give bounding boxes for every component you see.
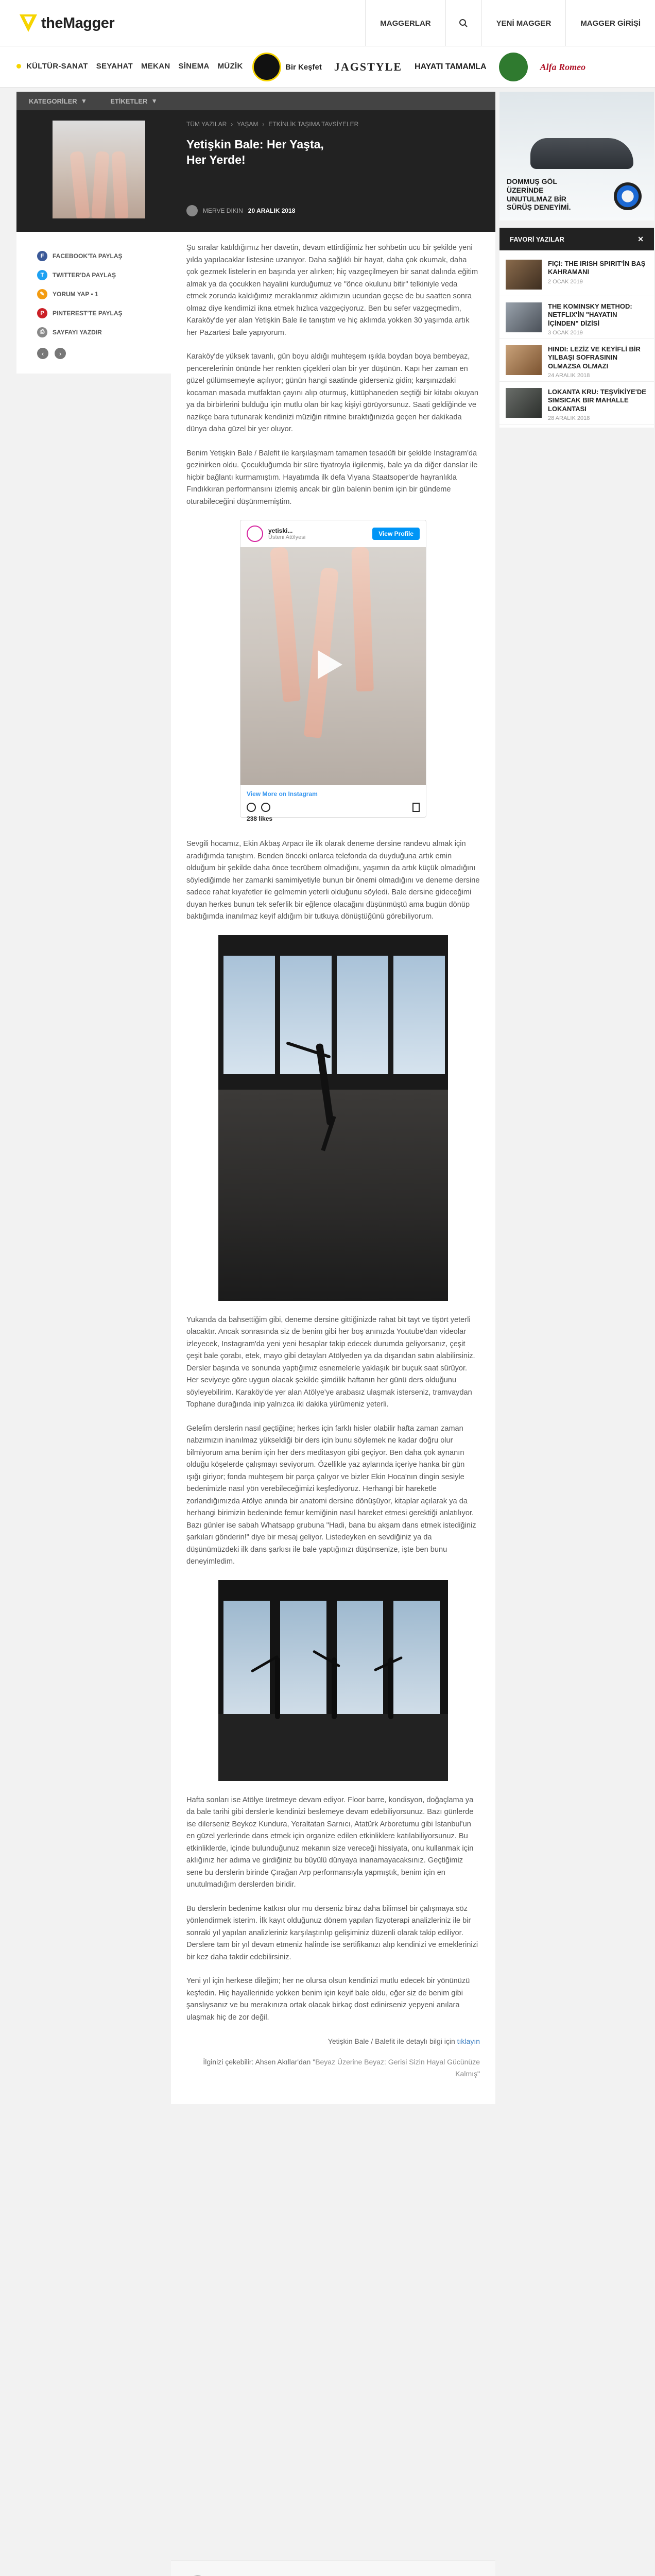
prev-arrow-icon[interactable]: ‹ — [37, 348, 48, 359]
view-profile-button[interactable]: View Profile — [372, 528, 420, 540]
instagram-username[interactable]: yetiski... — [268, 527, 293, 534]
article-paragraph: Karaköy'de yüksek tavanlı, gün boyu aldığı muhteşem ışıkla boydan boya bembeyaz, pencerelerinin önünde her renkten çiçekleri olan bir yer düşünün. Kapı her zaman en güzel gülümsemeyle açılıyor; günün hangi saatinde giderseniz gidin; karşınızdaki kocaman masada mutfaktan çayını alıp oturmuş, kütüphaneden seçtiği bir kitabı okuyan ya da birbirlerini bulduğu için mutlu olan bir kaç kişiyi görüyorsunuz. Saati geldiğinde ve nazikçe bara tutunarak kendinizi müziğin ritmine bıraktığınızda geçen her dakikada dünya daha güzel bir yer oluyor. — [186, 352, 479, 433]
brand-jagstyle[interactable]: JAGSTYLE — [334, 60, 403, 73]
nav-yeni-magger[interactable]: YENİ MAGGER — [481, 0, 566, 46]
breadcrumb-item[interactable]: YAŞAM — [237, 121, 258, 128]
print-page[interactable] — [37, 323, 150, 342]
related-line — [186, 2056, 480, 2080]
search-button[interactable] — [445, 0, 481, 46]
thumbnail — [506, 388, 542, 418]
filter-label: ETİKETLER — [110, 97, 148, 105]
close-icon[interactable]: ✕ — [637, 234, 644, 243]
search-icon — [459, 19, 468, 28]
list-item-date: 24 ARALIK 2018 — [548, 372, 590, 379]
breadcrumb-item[interactable]: ETKİNLİK TAŞIMA TAVSİYELER — [268, 121, 359, 128]
facebook-icon: F — [37, 251, 47, 261]
category-sinema[interactable]: SİNEMA — [178, 62, 210, 71]
article-paragraph: Yukarıda da bahsettiğim gibi, deneme dersine gittiğinizde rahat bit tayt ve tişört yeterli olacaktır. Ancak sonrasında siz de benim gibi her boş anınızda Youtube'dan videolar izleyecek, Instagram'da yeni yeni hesaplar takip edecek durumda geliyorsanız, çeşit çeşit bale çorabı, etek, mayo gibi detayları Atölyeden ya da dışarıdan satın alabilirsiniz. Dersler başında ve sonunda yaptığımız esnemelerle yaklaşık bir buçuk saat sürüyor. Her seviyeye göre uygun olacak şekilde şimdilik haftanın her günü ders olduğunu söyleyebilirim. Karaköy'de yer alan Atölye'ye arabasız ulaşmak isterseniz, tramvaydan Tophane durağında inip yalnızca iki dakika yürümeniz yeterli. — [186, 1315, 475, 1409]
comment-link[interactable] — [37, 284, 150, 303]
list-item-title: THE KOMINSKY METHOD: NETFLIX'İN "HAYATIN İÇİNDEN" DİZİSİ — [548, 302, 632, 327]
category-list — [16, 62, 251, 71]
category-kultur-sanat[interactable]: KÜLTÜR-SANAT — [26, 62, 88, 71]
bullet-icon — [16, 64, 21, 69]
related-text: İlginizi çekebilir: Ahsen Akıllar'dan " — [203, 2057, 316, 2066]
category-bar — [0, 46, 655, 88]
instagram-video[interactable] — [240, 547, 426, 785]
thumbnail — [506, 260, 542, 290]
view-more-link[interactable]: View More on Instagram — [247, 790, 318, 798]
brand-hayati-tamamla[interactable]: HAYATI TAMAMLA — [415, 62, 487, 71]
ballet-photo-1 — [218, 935, 448, 1301]
instagram-likes: 238 likes — [247, 815, 273, 822]
top-nav — [365, 0, 655, 46]
filter-kategoriler[interactable] — [16, 97, 98, 105]
related-text: " — [477, 2070, 480, 2078]
share-label: FACEBOOK'TA PAYLAŞ — [53, 252, 123, 260]
share-twitter[interactable] — [37, 265, 150, 284]
instagram-actions — [240, 803, 426, 812]
article-paragraph: Bu derslerin bedenime katkısı olur mu derseniz biraz daha bilimsel bir çalışmaya söz yönlendirmek isterim. İlk kayıt olduğunuz dönem yapılan fizyoterapi analizleriniz ile bir sonraki yıl yapılan analizleriniz karşılaştırılıp gelişiminiz düzenli olarak takip ediliyor. Derslere tam bir yıl devam etmeniz halinde ise sertifikanızı alıp kendinizi ve emeklerinizi bir kez daha takdir edebilirsiniz. — [186, 1904, 478, 1961]
share-facebook[interactable] — [37, 246, 150, 265]
article-paragraph: Yeni yıl için herkese dileğim; her ne olursa olsun kendinizi mutlu edecek bir yönünüzü keşfedin. Hiç hayallerinide yokken benim için keyif bale oldu, eğer siz de benim gibi şanslıysanız ve bu merakınıza ortak olacak birkaç dost edinirseniz yepyeni anılara ulaşmak hiç de zor değil. — [186, 1977, 470, 2022]
brand-strip — [252, 53, 585, 81]
contact-link[interactable]: tıklayın — [457, 2037, 480, 2045]
list-item-title: HINDI: LEZİZ VE KEYİFLİ BİR YILBAŞI SOFRASININ OLMAZSA OLMAZI — [548, 345, 641, 370]
share-label: TWITTER'DA PAYLAŞ — [53, 271, 116, 279]
avatar[interactable] — [186, 205, 198, 216]
category-muzik[interactable]: MÜZİK — [217, 62, 243, 71]
hero-image — [53, 121, 145, 218]
brand-logo-icon — [252, 53, 281, 81]
favorites-header — [499, 228, 654, 250]
category-mekan[interactable]: MEKAN — [141, 62, 170, 71]
chevron-down-icon: ▾ — [152, 97, 156, 105]
next-arrow-icon[interactable]: › — [55, 348, 66, 359]
share-panel — [16, 232, 171, 374]
article-paragraph: Şu sıralar katıldığımız her davetin, devam ettirdiğimiz her sohbetin ucu bir şekilde yeni yılda yapılacaklar listesine uzanıyor. Daha sağlıklı bir hayat, daha çok okumak, daha çok gezmek listelerin en başında yer alırken; hiç vazgeçilmeyen bir sanat dalında eğitim almak ya da çocukken hayalini kurduğumuz ve "önce okulunu bitir" telkiniyle veda etmek zorunda kaldığımız meraklarımız aklımızın ucundan geçse de bu saatten sonra olmaz diye kendimizi ikna etmek hızlıca vazgeçiyoruz. Ben bu sefer vazgeçmedim, Karaköy'de yer alan Yetişkin Bale ile tanıştım ve hiç aklımda yokken 30 yaşımda artık her Pazartesi bale yapıyorum. — [186, 244, 478, 337]
instagram-header — [240, 520, 426, 547]
breadcrumb: TÜM YAZILAR › YAŞAM › ETKİNLİK TAŞIMA TAVSİYELER — [186, 121, 359, 128]
brand-green-logo-icon[interactable] — [499, 53, 528, 81]
list-item[interactable] — [499, 253, 654, 296]
article-pager — [37, 348, 150, 359]
share-pinterest[interactable] — [37, 303, 150, 323]
related-article-link[interactable]: Beyaz Üzerine Beyaz: Gerisi Sizin Hayal Gücünüze Kalmış — [315, 2057, 480, 2078]
author-name[interactable]: MERVE DIKIN — [203, 207, 243, 214]
car-image — [530, 138, 633, 169]
heart-icon[interactable] — [247, 803, 256, 812]
contact-text: Yetişkin Bale / Balefit ile detaylı bilgi için — [328, 2037, 457, 2045]
page-title: Yetişkin Bale: Her Yaşta, Her Yerde! — [186, 138, 324, 166]
article-body — [171, 232, 495, 2104]
bmw-logo-icon — [614, 182, 642, 210]
filter-strip — [16, 92, 495, 110]
instagram-avatar[interactable] — [247, 526, 263, 542]
brand-alfa-romeo[interactable]: Alfa Romeo — [540, 61, 586, 72]
instagram-location: Üsteni Atölyesi — [268, 534, 306, 540]
list-item[interactable] — [499, 296, 654, 339]
pinterest-icon: P — [37, 308, 47, 318]
list-item[interactable] — [499, 339, 654, 382]
article-hero — [16, 110, 495, 232]
ad-text: DOMMUŞ GÖL ÜZERİNDE UNUTULMAZ BİR SÜRÜŞ DENEYİMİ. — [507, 177, 571, 212]
share-label: SAYFAYI YAZDIR — [53, 328, 102, 336]
nav-maggerlar[interactable]: MAGGERLAR — [365, 0, 445, 46]
favorites-list — [499, 250, 654, 428]
list-item-date: 28 ARALIK 2018 — [548, 415, 590, 421]
logo[interactable] — [20, 14, 114, 32]
twitter-icon: T — [37, 270, 47, 280]
list-item-date: 3 OCAK 2019 — [548, 329, 583, 336]
filter-label: KATEGORİLER — [29, 97, 77, 105]
list-item-title: LOKANTA KRU: TEŞVİKİYE'DE SIMSICAK BIR MAHALLE LOKANTASI — [548, 388, 646, 413]
article-paragraph: Hafta sonları ise Atölye üretmeye devam ediyor. Floor barre, kondisyon, doğaçlama ya da bale tarihi gibi derslerle kendinizi beslemeye devam edebiliyorsunuz. Bazı günlerde ise dilerseniz Beykoz Kundura, Yeraltatan Sarnıcı, Atatürk Arboretumu gibi İstanbul'un en güzel yerlerinde dans etmek için organize edilen etkinliklere katılabiliyorsunuz. Bu etkinliklerde, içinde bulunduğunuz mekanın size vereceği hissiyata, onu kullanmak için aklığınız her adıma ve girdiğiniz bu büyülü dünyaya inanamayacaksınız. Geçtiğimiz sene bu derslerin birinde Çırağan Arp performansıyla yapmıştık, benim için en unutulmadığım derslerden biridir. — [186, 1795, 474, 1889]
brand-link-1[interactable] — [252, 53, 322, 81]
category-seyahat[interactable]: SEYAHAT — [96, 62, 133, 71]
logo-icon — [20, 14, 37, 32]
list-item-title: FIÇI: THE IRISH SPIRIT'İN BAŞ KAHRAMANI — [548, 260, 646, 276]
list-item-date: 2 OCAK 2019 — [548, 278, 583, 285]
sidebar-ad[interactable] — [499, 92, 654, 221]
share-label: PINTEREST'TE PAYLAŞ — [53, 309, 123, 317]
print-icon: ⎙ — [37, 327, 47, 337]
list-item[interactable] — [499, 382, 654, 425]
bookmark-icon[interactable] — [412, 803, 420, 812]
brand-name: Bir Keşfet — [285, 62, 322, 72]
favorites-title: FAVORİ YAZILAR — [510, 235, 564, 243]
article-paragraph: Geleli̇m derslerin nasıl geçtiğine; herkes için farklı hisler olabilir hafta zaman zaman nabzımızın inanılmaz yükseldiği bir ders için bunu söylemek ne kadar doğru olur bilmiyorum ama benim için her ders meditasyon gibi geçiyor. Ben daha çok aynanın olduğu köşelerde çalışmayı seviyorum. Özellikle yaz aylarında içeriye hanka bir gün ışığı giriyor; fonda muhteşem bir parça çalıyor ve bizler Ekin Hoca'nın dingin sesiyle bedenimizle nasıl yön verebileceğimizi keşfediyoruz. Herhangi bir hareketle zorlandığımızda Atölye anında bir anatomi dersine dönüşüyor, kitaplar açılarak ya da herhangi birimizin bedeninde femur kemiğinin nasıl hareket etmesi gerektiği anlatılıyor. Bazı günler ise sabah Whatsapp grubuna "Hadi, bana bu akşam dans etmek istediğiniz şarkıları gönderin!" diye bir mesaj geliyor. Listedeyken en sevdiğiniz ya da düşünümüzdeki ilk dans şarkısı ile bale yaptığınızı düşünsenize, işte ben bunu deneyimledim. — [186, 1424, 476, 1566]
breadcrumb-item[interactable]: TÜM YAZILAR — [186, 121, 227, 128]
article-paragraph: Sevgili hocamız, Ekin Akbaş Arpacı ile ilk olarak deneme dersine randevu almak için aradığımda tanıştım. Benden önceki onlarca telefonda da duyduğuna artık emin olduğum bir şekilde daha önce tecrübem olmadığını, yaşımın da artık küçük olmadığını söylediğimde her zamanki samimiyetiyle bunun bir önemi olmadığını ve deneme dersine sadece rahat kıyafetler ile gelmemin yeterli olduğunu söyledi. Bale dersine gideceğimi duyan herkes bunun tek seferlik bir eğlence olacağını düşünmüştü ama bugün dönüp baktığımda inanılmaz keyif aldığım bir tutkuya dönüştüğünü görebiliyorum. — [186, 840, 480, 921]
publish-date: 20 ARALIK 2018 — [248, 207, 296, 214]
ballet-photo-2 — [218, 1580, 448, 1781]
author-box — [171, 2561, 495, 2576]
thumbnail — [506, 302, 542, 332]
comment-bubble-icon[interactable] — [261, 803, 270, 812]
top-bar — [0, 0, 655, 46]
chevron-down-icon: ▾ — [82, 97, 86, 105]
filter-etiketler[interactable] — [98, 97, 168, 105]
instagram-embed — [240, 520, 426, 822]
logo-text: theMagger — [41, 14, 115, 31]
article-meta — [186, 205, 295, 216]
nav-magger-girisi[interactable]: MAGGER GİRİŞİ — [565, 0, 655, 46]
contact-line — [186, 2036, 480, 2048]
thumbnail — [506, 345, 542, 375]
share-label: YORUM YAP • 1 — [53, 290, 98, 298]
article-paragraph: Benim Yetişkin Bale / Balefit ile karşılaşmam tamamen tesadüfi bir şekilde Instagram'da gezinirken oldu. Çocukluğumda bir süre tiyatroyla ilgilenmiş, bale ya da diğer danslar ile hiçbir bağlantı kurmamıştım. Hayatımda ilk defa Viyana Staatsoper'de hayranlıkla Fındıkkıran performansını izlemiş ancak bir gün balenin benim için bir gündeme oturabileceğini düşünmemiştim. — [186, 449, 478, 506]
play-icon[interactable] — [318, 650, 342, 679]
comment-icon: ✎ — [37, 289, 47, 299]
